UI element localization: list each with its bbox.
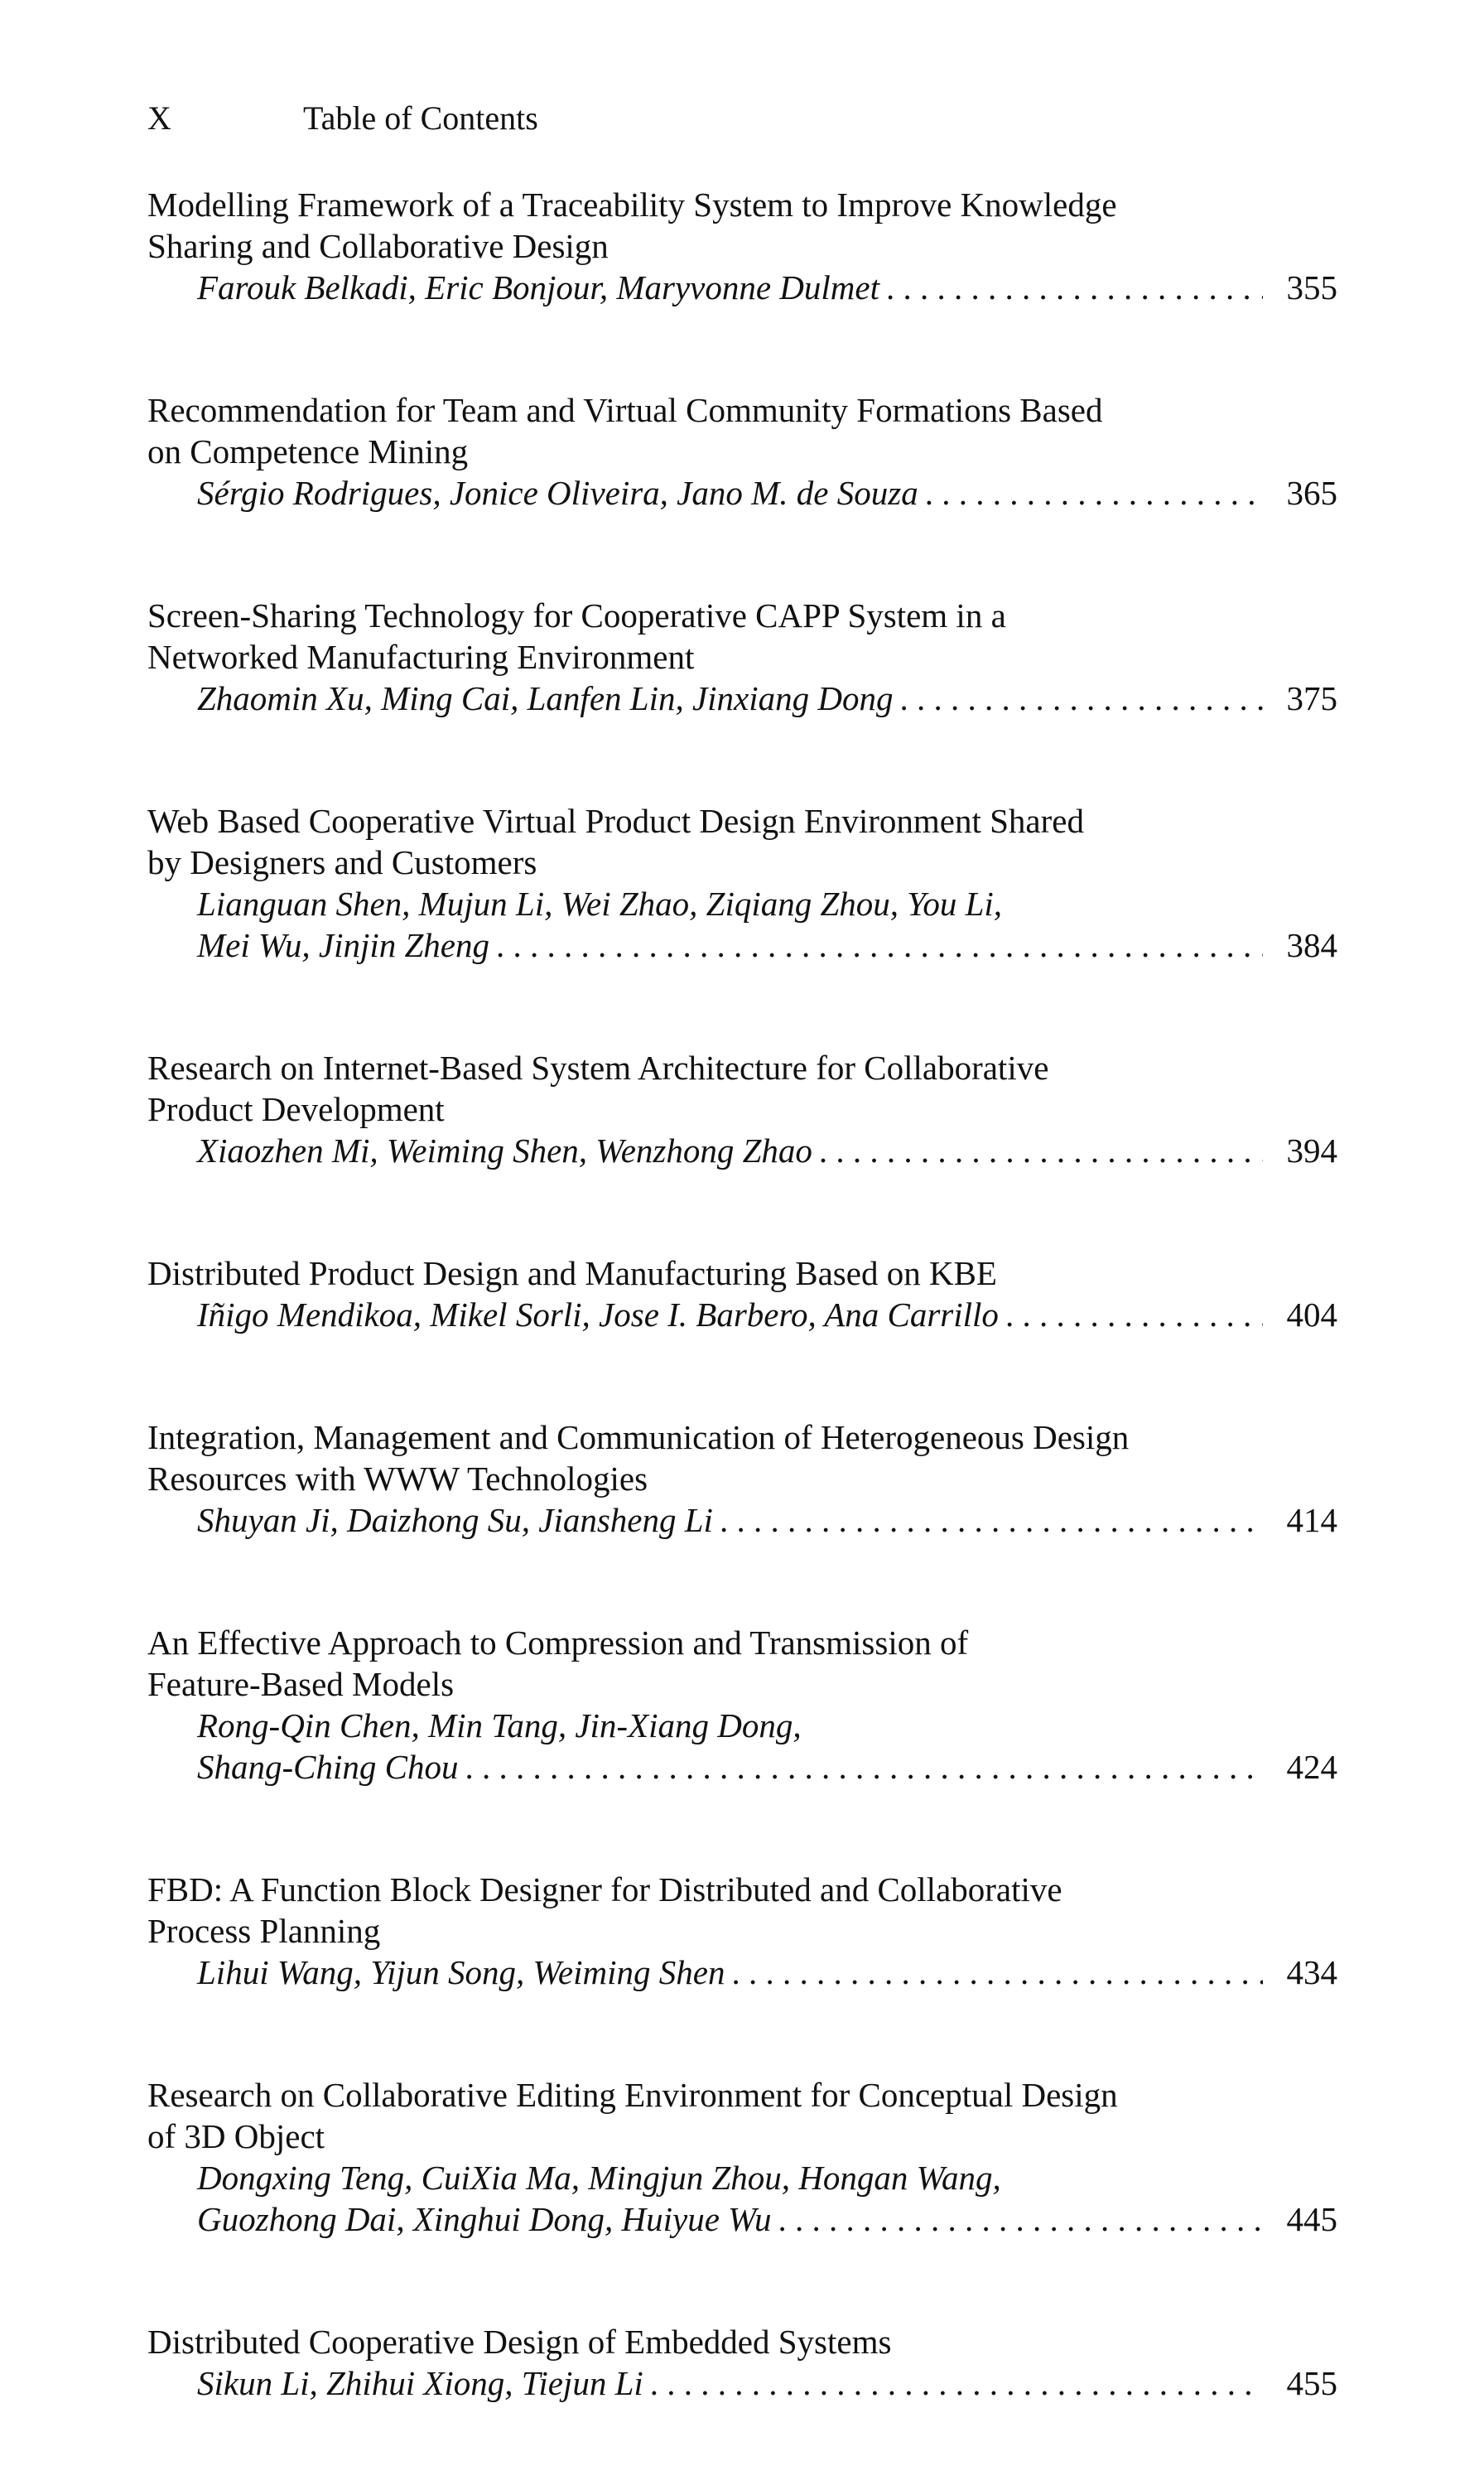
toc-entry xyxy=(147,1047,1337,1171)
running-head xyxy=(147,98,1337,139)
entry-authors-line: Rong-Qin Chen, Min Tang, Jin-Xiang Dong, xyxy=(197,1706,802,1744)
toc-entry xyxy=(147,800,1337,966)
entry-authors-line xyxy=(147,924,1337,966)
entry-page-number: 434 xyxy=(1286,1953,1337,1991)
dot-leader xyxy=(643,2362,1263,2404)
entry-page-number: 455 xyxy=(1286,2364,1337,2402)
table-of-contents xyxy=(147,184,1337,2485)
entry-page-number: 365 xyxy=(1286,474,1337,512)
dot-leader xyxy=(713,1499,1263,1541)
entry-page-number: 375 xyxy=(1286,679,1337,717)
toc-entry xyxy=(147,595,1337,719)
entry-title-line: Sharing and Collaborative Design xyxy=(147,227,609,265)
entry-authors-line xyxy=(147,1294,1337,1335)
entry-authors: Farouk Belkadi, Eric Bonjour, Maryvonne Dulmet xyxy=(197,268,879,306)
entry-title-line: Modelling Framework of a Traceability System to Improve Knowledge xyxy=(147,186,1117,224)
entry-title-line: Networked Manufacturing Environment xyxy=(147,638,695,676)
toc-entry xyxy=(147,2321,1337,2404)
entry-title-line: Feature-Based Models xyxy=(147,1665,455,1703)
running-title: Table of Contents xyxy=(303,99,538,137)
entry-authors: Sérgio Rodrigues, Jonice Oliveira, Jano M. de Souza xyxy=(197,474,918,512)
entry-title-line: by Designers and Customers xyxy=(147,843,537,881)
entry-title-line: FBD: A Function Block Designer for Distributed and Collaborative xyxy=(147,1870,1062,1908)
entry-authors: Zhaomin Xu, Ming Cai, Lanfen Lin, Jinxiang Dong xyxy=(197,679,894,717)
entry-authors: Guozhong Dai, Xinghui Dong, Huiyue Wu xyxy=(197,2200,772,2238)
entry-authors-line xyxy=(147,1130,1337,1171)
entry-authors: Sikun Li, Zhihui Xiong, Tiejun Li xyxy=(197,2364,643,2402)
entry-title-line: An Effective Approach to Compression and Transmission of xyxy=(147,1624,969,1662)
dot-leader xyxy=(894,678,1264,719)
entry-authors-line xyxy=(147,1746,1337,1788)
dot-leader xyxy=(999,1294,1263,1335)
entry-authors-line xyxy=(147,472,1337,514)
entry-authors-line: Dongxing Teng, CuiXia Ma, Mingjun Zhou, Hongan Wang, xyxy=(197,2159,1001,2197)
entry-authors-line: Lianguan Shen, Mujun Li, Wei Zhao, Ziqiang Zhou, You Li, xyxy=(197,885,1003,923)
dot-leader xyxy=(772,2198,1263,2240)
entry-title-line: Screen-Sharing Technology for Cooperative CAPP System in a xyxy=(147,596,1006,635)
entry-title-line: Web Based Cooperative Virtual Product Design Environment Shared xyxy=(147,802,1084,840)
entry-page-number: 445 xyxy=(1286,2200,1337,2238)
entry-page-number: 384 xyxy=(1286,926,1337,964)
entry-authors: Lihui Wang, Yijun Song, Weiming Shen xyxy=(197,1953,725,1991)
entry-title-line: of 3D Object xyxy=(147,2117,325,2155)
entry-title-line: Resources with WWW Technologies xyxy=(147,1460,648,1498)
dot-leader xyxy=(459,1746,1264,1788)
dot-leader xyxy=(725,1952,1263,1993)
toc-entry xyxy=(147,1416,1337,1541)
entry-title-line: Recommendation for Team and Virtual Community Formations Based xyxy=(147,391,1103,429)
entry-authors-line xyxy=(147,1499,1337,1541)
entry-page-number: 394 xyxy=(1286,1132,1337,1170)
toc-entry xyxy=(147,1869,1337,1993)
entry-page-number: 414 xyxy=(1286,1501,1337,1539)
entry-title-line: Research on Collaborative Editing Environment for Conceptual Design xyxy=(147,2076,1118,2114)
entry-title-line: Distributed Product Design and Manufacturing Based on KBE xyxy=(147,1254,997,1292)
toc-entry xyxy=(147,184,1337,308)
entry-authors-line xyxy=(147,678,1337,719)
entry-title-line: Process Planning xyxy=(147,1912,381,1950)
entry-authors-line xyxy=(147,267,1337,308)
entry-authors-line xyxy=(147,1952,1337,1993)
entry-title-line: on Competence Mining xyxy=(147,432,469,470)
toc-entry xyxy=(147,1622,1337,1788)
entry-title-line: Integration, Management and Communication of Heterogeneous Design xyxy=(147,1418,1130,1456)
entry-title-line: Research on Internet-Based System Architecture for Collaborative xyxy=(147,1049,1049,1087)
dot-leader xyxy=(879,267,1263,308)
entry-title-line: Distributed Cooperative Design of Embedded Systems xyxy=(147,2323,892,2361)
entry-page-number: 404 xyxy=(1286,1296,1337,1334)
entry-authors: Mei Wu, Jinjin Zheng xyxy=(197,926,490,964)
entry-authors-line xyxy=(147,2198,1337,2240)
toc-entry xyxy=(147,2074,1337,2240)
book-page xyxy=(147,0,1337,2402)
toc-entry xyxy=(147,389,1337,514)
entry-authors: Shuyan Ji, Daizhong Su, Jiansheng Li xyxy=(197,1501,713,1539)
dot-leader xyxy=(918,472,1263,514)
page-numeral: X xyxy=(147,99,171,137)
entry-authors: Xiaozhen Mi, Weiming Shen, Wenzhong Zhao xyxy=(197,1132,812,1170)
entry-page-number: 424 xyxy=(1286,1748,1337,1786)
entry-authors-line xyxy=(147,2362,1337,2404)
entry-title-line: Product Development xyxy=(147,1090,445,1128)
dot-leader xyxy=(489,924,1263,966)
entry-page-number: 355 xyxy=(1286,268,1337,306)
dot-leader xyxy=(812,1130,1263,1171)
entry-authors: Shang-Ching Chou xyxy=(197,1748,459,1786)
toc-entry xyxy=(147,1252,1337,1335)
entry-authors: Iñigo Mendikoa, Mikel Sorli, Jose I. Barbero, Ana Carrillo xyxy=(197,1296,999,1334)
